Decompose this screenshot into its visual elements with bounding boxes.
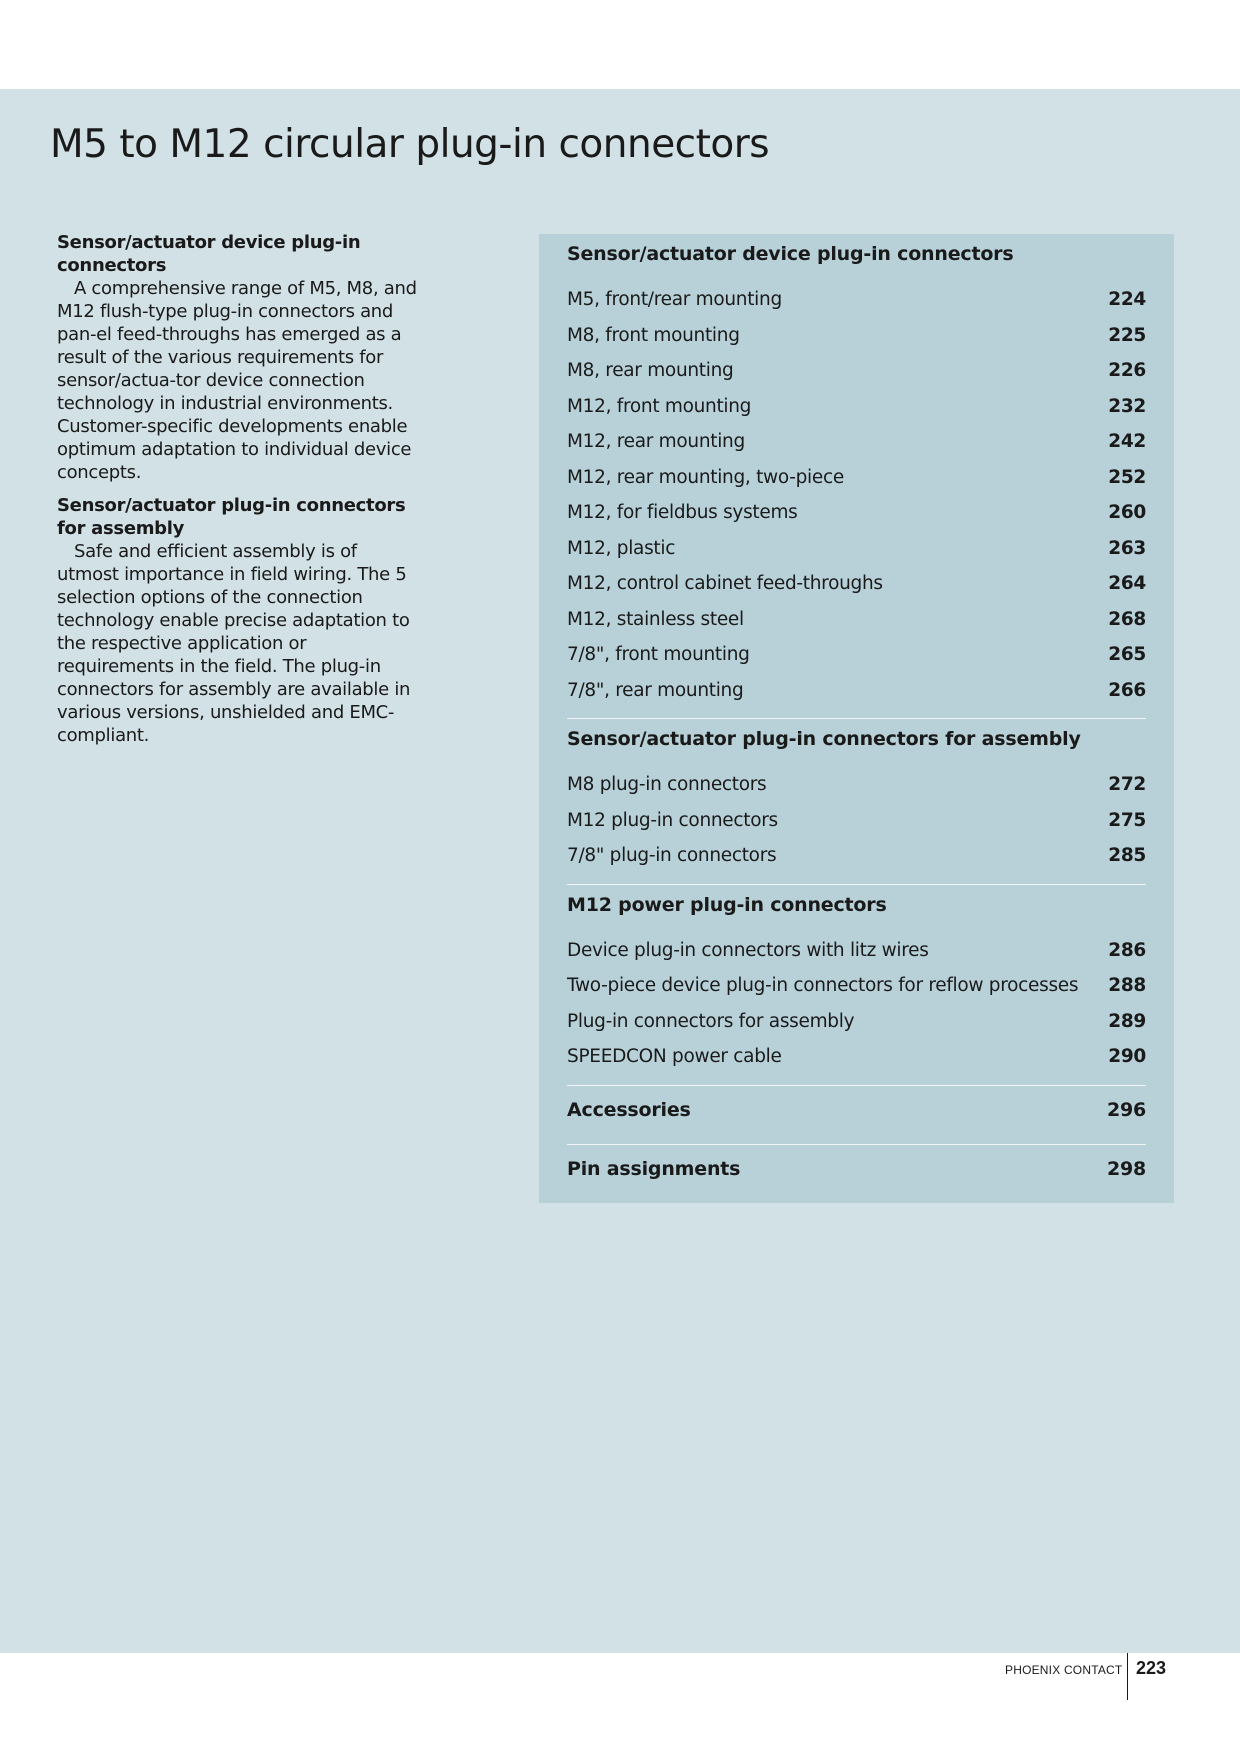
toc-entry-accessories[interactable] (567, 1086, 1146, 1134)
toc-entry[interactable] (567, 637, 1146, 673)
toc-entry-page: 266 (1108, 679, 1146, 701)
toc-entry-label: M12, rear mounting (567, 431, 745, 453)
toc-entry-label: M5, front/rear mounting (567, 289, 782, 311)
toc-entry-page: 224 (1108, 289, 1146, 311)
toc-entry[interactable] (567, 353, 1146, 389)
toc-entry[interactable] (567, 838, 1146, 874)
intro-paragraph-assembly-connectors: Safe and efficient assembly is of utmost importance in field wiring. The 5 selection options of the connection technology enable precise adaptation to the respective application or requirements in the field. The plug-in connectors for assembly are available in various versions, unshielded and EMC-compliant. (57, 541, 411, 746)
toc-section-power-connectors (567, 933, 1146, 1075)
toc-entry-page: 298 (1106, 1157, 1146, 1180)
toc-entry-page: 226 (1108, 360, 1146, 382)
toc-entry-page: 285 (1108, 845, 1146, 867)
toc-entry-label: M12 plug-in connectors (567, 809, 778, 831)
toc-entry-page: 290 (1108, 1046, 1146, 1068)
toc-entry[interactable] (567, 1039, 1146, 1075)
toc-entry-page: 286 (1108, 939, 1146, 961)
intro-heading-assembly-connectors: Sensor/actuator plug-in connectors for assembly (57, 495, 406, 539)
toc-entry-label: Device plug-in connectors with litz wires (567, 939, 929, 961)
toc-section-device-connectors (567, 282, 1146, 708)
toc-entry[interactable] (567, 602, 1146, 638)
intro-heading-device-connectors: Sensor/actuator device plug-in connectors (57, 232, 361, 276)
toc-entry[interactable] (567, 566, 1146, 602)
toc-entry-page: 263 (1108, 537, 1146, 559)
toc-entry-label: 7/8", rear mounting (567, 679, 744, 701)
toc-entry-page: 272 (1108, 774, 1146, 796)
toc-entry-page: 288 (1108, 975, 1146, 997)
toc-entry-page: 225 (1108, 324, 1146, 346)
toc-entry-page: 265 (1108, 644, 1146, 666)
toc-entry-pin-assignments[interactable] (567, 1145, 1146, 1193)
intro-text (57, 231, 422, 757)
toc-entry-label: M8, rear mounting (567, 360, 734, 382)
toc-entry-page: 275 (1108, 809, 1146, 831)
toc-entry[interactable] (567, 318, 1146, 354)
toc-entry[interactable] (567, 933, 1146, 969)
toc-entry-label: 7/8" plug-in connectors (567, 845, 777, 867)
toc-entry[interactable] (567, 673, 1146, 709)
toc-entry-label: M12, plastic (567, 537, 676, 559)
toc-entry[interactable] (567, 767, 1146, 803)
toc-entry[interactable] (567, 968, 1146, 1004)
toc-entry-label: Accessories (567, 1098, 691, 1121)
toc-entry-page: 296 (1106, 1098, 1146, 1121)
toc-entry-label: M12, front mounting (567, 395, 752, 417)
toc-entry[interactable] (567, 1004, 1146, 1040)
footer-brand: PHOENIX CONTACT (1005, 1663, 1123, 1677)
toc-section-heading-assembly-connectors: Sensor/actuator plug-in connectors for assembly (567, 728, 1081, 750)
toc-entry-label: M12, for fieldbus systems (567, 502, 798, 524)
page-title: M5 to M12 circular plug-in connectors (50, 122, 770, 167)
toc-entry-page: 264 (1108, 573, 1146, 595)
page-number: 223 (1136, 1658, 1167, 1678)
toc-section-assembly-connectors (567, 767, 1146, 874)
toc-entry-label: M8, front mounting (567, 324, 740, 346)
toc-entry[interactable] (567, 495, 1146, 531)
table-of-contents (539, 234, 1174, 1203)
toc-entry[interactable] (567, 531, 1146, 567)
toc-entry[interactable] (567, 424, 1146, 460)
toc-entry[interactable] (567, 460, 1146, 496)
toc-entry-label: M12, rear mounting, two-piece (567, 466, 844, 488)
toc-entry-label: M8 plug-in connectors (567, 774, 767, 796)
toc-entry-page: 289 (1108, 1010, 1146, 1032)
intro-paragraph-device-connectors: A comprehensive range of M5, M8, and M12 flush-type plug-in connectors and pan-el feed-throughs has emerged as a result of the various requirements for sensor/actua-tor device connection technology in industrial environments. Customer-specific developments enable optimum adaptation to individual device concepts. (57, 278, 417, 483)
toc-entry[interactable] (567, 282, 1146, 318)
toc-entry-page: 268 (1108, 608, 1146, 630)
toc-entry-label: M12, stainless steel (567, 608, 744, 630)
toc-entry-page: 260 (1108, 502, 1146, 524)
toc-entry-label: Two-piece device plug-in connectors for reflow processes (567, 975, 1079, 997)
toc-entry-label: 7/8", front mounting (567, 644, 750, 666)
footer-separator (1127, 1653, 1128, 1700)
toc-section-heading-power-connectors: M12 power plug-in connectors (567, 893, 887, 916)
toc-entry[interactable] (567, 803, 1146, 839)
toc-entry-page: 242 (1108, 431, 1146, 453)
toc-section-heading-device-connectors: Sensor/actuator device plug-in connectors (567, 243, 1014, 265)
toc-entry[interactable] (567, 389, 1146, 425)
toc-entry-label: Pin assignments (567, 1157, 741, 1180)
toc-entry-label: Plug-in connectors for assembly (567, 1010, 855, 1032)
toc-entry-label: M12, control cabinet feed-throughs (567, 573, 883, 595)
toc-entry-page: 232 (1108, 395, 1146, 417)
toc-entry-page: 252 (1108, 466, 1146, 488)
toc-entry-label: SPEEDCON power cable (567, 1046, 782, 1068)
